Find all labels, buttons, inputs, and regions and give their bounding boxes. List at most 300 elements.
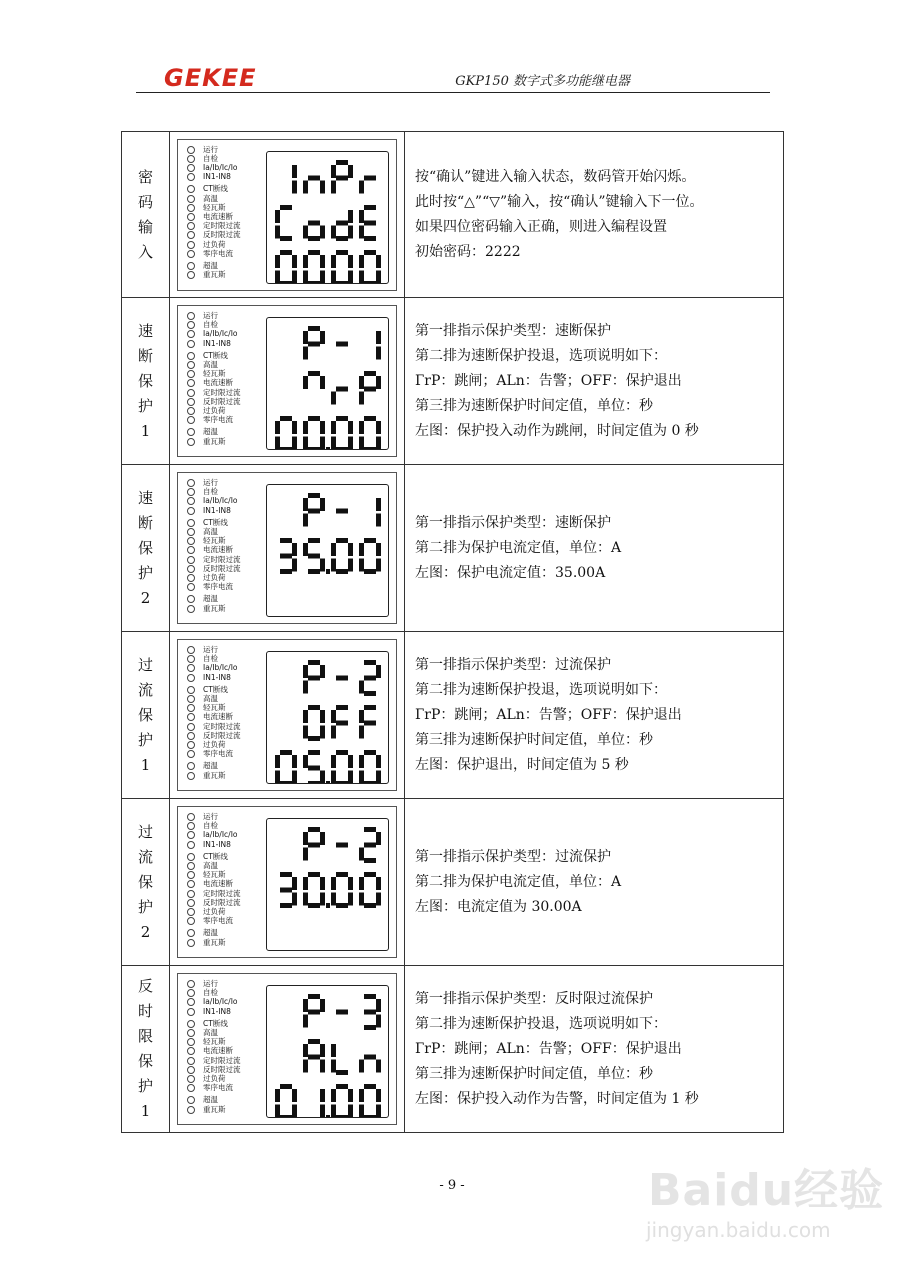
indicator-label: CT断线 (203, 517, 228, 527)
led-circle-icon (187, 655, 195, 663)
lcd-segment (364, 858, 376, 863)
lcd-segment (308, 766, 320, 771)
panel-cell (170, 298, 405, 465)
indicator-list (186, 812, 276, 947)
lcd-segment (303, 877, 308, 890)
led-circle-icon (187, 917, 195, 925)
indicator-label: 电流速断 (203, 378, 233, 388)
indicator-led (186, 594, 276, 603)
description-line: 第三排为速断保护时间定值，单位：秒 (415, 1065, 653, 1082)
led-circle-icon (187, 674, 195, 682)
lcd-segment (359, 771, 364, 784)
lcd-segment (376, 832, 381, 845)
lcd-segment (336, 705, 348, 710)
indicator-label: 电流速断 (203, 545, 233, 555)
description-line: 按“确认”键进入输入状态，数码管开始闪烁。 (415, 168, 696, 185)
lcd-segment (364, 387, 376, 392)
lcd-segment (308, 705, 320, 710)
lcd-segment (364, 1025, 376, 1030)
lcd-segment (280, 447, 292, 449)
lcd-segment (348, 421, 353, 434)
indicator-led (186, 712, 276, 721)
led-circle-icon (187, 1020, 195, 1028)
indicator-label: 反时限过流 (203, 563, 241, 573)
led-circle-icon (187, 998, 195, 1006)
lcd-segment (331, 1105, 336, 1118)
led-circle-icon (187, 379, 195, 387)
lcd-display (266, 317, 389, 450)
led-circle-icon (187, 155, 195, 163)
indicator-led (186, 997, 276, 1006)
lcd-segment (320, 180, 325, 193)
indicator-label: IN1-IN8 (203, 839, 231, 849)
indicator-led (186, 212, 276, 221)
lcd-segment (308, 676, 320, 681)
indicator-label: 重瓦斯 (203, 770, 226, 780)
indicator-led (186, 388, 276, 397)
led-circle-icon (187, 899, 195, 907)
indicator-led (186, 654, 276, 663)
led-circle-icon (187, 695, 195, 703)
led-circle-icon (187, 1066, 195, 1074)
lcd-display (266, 985, 389, 1118)
indicator-led (186, 194, 276, 203)
lcd-segment (303, 225, 308, 238)
lcd-segment (359, 1060, 364, 1073)
led-circle-icon (187, 361, 195, 369)
lcd-segment (348, 893, 353, 906)
lcd-segment (331, 270, 336, 283)
indicator-label: 电流速断 (203, 879, 233, 889)
indicator-label: CT断线 (203, 851, 228, 861)
lcd-segment (376, 543, 381, 556)
indicator-label: 超温 (203, 594, 218, 604)
led-circle-icon (187, 222, 195, 230)
indicator-label: 运行 (203, 979, 218, 988)
lcd-segment (359, 437, 364, 450)
lcd-segment (292, 437, 297, 450)
lcd-segment (331, 392, 336, 405)
row-label-text: 反时限保护1 (137, 977, 153, 1120)
indicator-led (186, 663, 276, 672)
lcd-segment (359, 1105, 364, 1118)
lcd-segment (336, 538, 348, 543)
led-circle-icon (187, 173, 195, 181)
indicator-label: 轻瓦斯 (203, 202, 226, 212)
description-line: 第二排为保护电流定值，单位：A (415, 539, 622, 556)
lcd-segment (308, 1055, 320, 1060)
lcd-segment (336, 872, 348, 877)
indicator-label: 定时限过流 (203, 721, 241, 731)
lcd-segment (280, 781, 292, 783)
indicator-led (186, 840, 276, 849)
lcd-segment (280, 416, 292, 421)
indicator-label: 零序电流 (203, 916, 233, 926)
led-circle-icon (187, 416, 195, 424)
led-circle-icon (187, 841, 195, 849)
lcd-digits (267, 485, 388, 616)
lcd-segment (308, 281, 320, 283)
indicator-label: Ia/Ib/Ic/Io (203, 997, 238, 1007)
indicator-led (186, 673, 276, 682)
lcd-segment (359, 681, 364, 694)
lcd-segment (336, 1084, 348, 1089)
lcd-segment (376, 755, 381, 768)
indicator-label: 高温 (203, 1028, 218, 1038)
indicator-led (186, 329, 276, 338)
lcd-segment (348, 755, 353, 768)
description-line: 左图：保护投入动作为跳闸，时间定值为 0 秒 (415, 422, 699, 439)
lcd-segment (303, 437, 308, 450)
lcd-segment (376, 376, 381, 389)
lcd-digits (267, 819, 388, 950)
indicator-led (186, 261, 276, 270)
lcd-segment (292, 165, 297, 178)
description-line: 第二排为速断保护投退，选项说明如下： (415, 681, 667, 698)
indicator-led (186, 830, 276, 839)
indicator-label: Ia/Ib/Ic/Io (203, 496, 238, 506)
lcd-segment (292, 180, 297, 193)
led-circle-icon (187, 519, 195, 527)
indicator-label: Ia/Ib/Ic/Io (203, 663, 238, 673)
lcd-segment (331, 180, 336, 193)
lcd-segment (364, 416, 376, 421)
led-circle-icon (187, 389, 195, 397)
row-label (122, 966, 170, 1133)
lcd-segment (303, 498, 308, 511)
led-circle-icon (187, 741, 195, 749)
lcd-segment (376, 347, 381, 360)
lcd-segment (292, 1089, 297, 1102)
led-circle-icon (187, 204, 195, 212)
indicator-led (186, 406, 276, 415)
lcd-segment (320, 877, 325, 890)
led-circle-icon (187, 497, 195, 505)
led-circle-icon (187, 164, 195, 172)
lcd-segment (275, 437, 280, 450)
lcd-segment (275, 225, 280, 238)
led-circle-icon (187, 312, 195, 320)
indicator-led (186, 230, 276, 239)
table-row (122, 966, 784, 1133)
lcd-segment (292, 270, 297, 283)
lcd-segment (364, 1055, 376, 1060)
indicator-led (186, 740, 276, 749)
lcd-segment (359, 710, 364, 723)
lcd-segment (348, 165, 353, 178)
page-number: - 9 - (439, 1178, 465, 1193)
lcd-segment (308, 220, 320, 225)
lcd-segment (320, 225, 325, 238)
lcd-segment (364, 447, 376, 449)
indicator-label: IN1-IN8 (203, 338, 231, 348)
lcd-segment (376, 421, 381, 434)
lcd-segment (359, 225, 364, 238)
lcd-segment (348, 771, 353, 784)
indicator-label: 自检 (203, 153, 218, 163)
led-circle-icon (187, 546, 195, 554)
led-circle-icon (187, 398, 195, 406)
lcd-segment (308, 554, 320, 559)
lcd-segment (348, 1089, 353, 1102)
lcd-segment (364, 705, 376, 710)
relay-front-panel (177, 139, 397, 291)
indicator-label: IN1-IN8 (203, 505, 231, 515)
indicator-label: 重瓦斯 (203, 436, 226, 446)
lcd-segment (348, 437, 353, 450)
indicator-led (186, 437, 276, 446)
indicator-led (186, 645, 276, 654)
indicator-led (186, 771, 276, 780)
lcd-segment (308, 509, 320, 514)
indicator-led (186, 487, 276, 496)
lcd-segment (275, 1089, 280, 1102)
row-label-text: 过流保护2 (137, 822, 153, 941)
lcd-segment (280, 750, 292, 755)
indicator-label: CT断线 (203, 184, 228, 194)
led-circle-icon (187, 1084, 195, 1092)
lcd-segment (376, 877, 381, 890)
lcd-segment (359, 543, 364, 556)
lcd-segment (303, 347, 308, 360)
indicator-led (186, 889, 276, 898)
description-line: 第一排指示保护类型：反时限过流保护 (415, 990, 653, 1007)
lcd-segment (292, 559, 297, 572)
description-cell (405, 298, 784, 465)
row-label (122, 298, 170, 465)
description-cell (405, 966, 784, 1133)
description-line: 此时按“△”“▽”输入，按“确认”键输入下一位。 (415, 193, 704, 210)
lcd-segment (303, 255, 308, 268)
indicator-led (186, 761, 276, 770)
indicator-led (186, 145, 276, 154)
lcd-segment (364, 676, 376, 681)
led-circle-icon (187, 880, 195, 888)
lcd-segment (364, 538, 376, 543)
lcd-segment (336, 569, 348, 574)
indicator-list (186, 145, 276, 280)
lcd-segment (308, 416, 320, 421)
indicator-led (186, 979, 276, 988)
indicator-label: 轻瓦斯 (203, 870, 226, 880)
indicator-label: 零序电流 (203, 1083, 233, 1093)
lcd-decimal-point (326, 903, 330, 908)
lcd-segment (364, 872, 376, 877)
description-line: 如果四位密码输入正确，则进入编程设置 (415, 218, 667, 235)
lcd-segment (359, 1089, 364, 1102)
lcd-segment (348, 1105, 353, 1118)
settings-table (121, 131, 784, 1133)
lcd-segment (359, 893, 364, 906)
table-row (122, 465, 784, 632)
led-circle-icon (187, 407, 195, 415)
lcd-segment (303, 543, 308, 556)
lcd-segment (303, 665, 308, 678)
lcd-segment (336, 175, 348, 180)
lcd-decimal-point (326, 569, 330, 574)
lcd-segment (280, 236, 292, 241)
indicator-label: 定时限过流 (203, 387, 241, 397)
description-line: 第一排指示保护类型：过流保护 (415, 656, 611, 673)
indicator-led (186, 898, 276, 907)
indicator-label: 高温 (203, 360, 218, 370)
watermark-url: jingyan.baidu.com (646, 1218, 831, 1242)
lcd-segment (308, 342, 320, 347)
indicator-label: 超温 (203, 928, 218, 938)
led-circle-icon (187, 438, 195, 446)
description-cell (405, 632, 784, 799)
lcd-segment (331, 877, 336, 890)
description-line: ГrP：跳闸；ALn：告警；OFF：保护退出 (415, 706, 682, 723)
indicator-label: 过负荷 (203, 573, 226, 583)
relay-front-panel (177, 639, 397, 791)
indicator-label: CT断线 (203, 1018, 228, 1028)
lcd-segment (359, 376, 364, 389)
indicator-led (186, 685, 276, 694)
led-circle-icon (187, 213, 195, 221)
lcd-display (266, 651, 389, 784)
lcd-segment (331, 421, 336, 434)
indicator-list (186, 478, 276, 613)
lcd-segment (336, 447, 348, 449)
led-circle-icon (187, 250, 195, 258)
indicator-label: CT断线 (203, 684, 228, 694)
lcd-segment (308, 569, 320, 574)
lcd-segment (308, 1010, 320, 1015)
led-circle-icon (187, 1047, 195, 1055)
led-circle-icon (187, 989, 195, 997)
relay-front-panel (177, 973, 397, 1125)
indicator-led (186, 879, 276, 888)
lcd-segment (336, 342, 348, 347)
lcd-segment (292, 543, 297, 556)
indicator-led (186, 1065, 276, 1074)
indicator-label: 自检 (203, 821, 218, 831)
led-circle-icon (187, 507, 195, 515)
lcd-segment (376, 1089, 381, 1102)
indicator-label: 过负荷 (203, 406, 226, 416)
lcd-segment (364, 236, 376, 241)
lcd-segment (303, 331, 308, 344)
led-circle-icon (187, 195, 195, 203)
led-circle-icon (187, 574, 195, 582)
lcd-segment (303, 832, 308, 845)
lcd-segment (364, 1010, 376, 1015)
row-label (122, 799, 170, 966)
indicator-label: 过负荷 (203, 239, 226, 249)
indicator-label: 零序电流 (203, 582, 233, 592)
table-row (122, 799, 784, 966)
indicator-label: 重瓦斯 (203, 937, 226, 947)
row-label-text: 速断保护1 (137, 321, 153, 440)
lcd-segment (303, 999, 308, 1012)
lcd-segment (303, 755, 308, 768)
led-circle-icon (187, 853, 195, 861)
led-circle-icon (187, 862, 195, 870)
panel-cell (170, 799, 405, 966)
lcd-segment (331, 1089, 336, 1102)
panel-cell (170, 966, 405, 1133)
indicator-led (186, 573, 276, 582)
indicator-label: 反时限过流 (203, 230, 241, 240)
lcd-segment (320, 771, 325, 784)
lcd-segment (376, 893, 381, 906)
indicator-led (186, 1056, 276, 1065)
indicator-led (186, 1083, 276, 1092)
indicator-led (186, 172, 276, 181)
led-circle-icon (187, 890, 195, 898)
lcd-segment (364, 569, 376, 574)
indicator-led (186, 311, 276, 320)
panel-cell (170, 632, 405, 799)
lcd-segment (280, 1115, 292, 1117)
indicator-label: Ia/Ib/Ic/Io (203, 329, 238, 339)
lcd-segment (280, 205, 292, 210)
lcd-segment (320, 999, 325, 1012)
lcd-segment (303, 180, 308, 193)
indicator-led (186, 320, 276, 329)
indicator-led (186, 154, 276, 163)
lcd-segment (303, 1060, 308, 1073)
indicator-led (186, 1007, 276, 1016)
indicator-led (186, 916, 276, 925)
lcd-segment (331, 1060, 336, 1073)
indicator-led (186, 203, 276, 212)
indicator-led (186, 270, 276, 279)
indicator-label: 过负荷 (203, 1074, 226, 1084)
lcd-segment (359, 421, 364, 434)
lcd-segment (331, 771, 336, 784)
lcd-segment (303, 376, 308, 389)
lcd-segment (308, 843, 320, 848)
lcd-segment (308, 236, 320, 241)
lcd-segment (308, 447, 320, 449)
lcd-segment (303, 710, 308, 723)
row-label (122, 632, 170, 799)
indicator-led (186, 988, 276, 997)
lcd-segment (336, 387, 348, 392)
panel-cell (170, 465, 405, 632)
lcd-segment (275, 255, 280, 268)
lcd-display (266, 818, 389, 951)
lcd-segment (303, 1015, 308, 1028)
led-circle-icon (187, 813, 195, 821)
lcd-segment (331, 225, 336, 238)
led-circle-icon (187, 704, 195, 712)
indicator-led (186, 694, 276, 703)
description-line: 初始密码：2222 (415, 243, 521, 260)
lcd-segment (364, 691, 376, 696)
lcd-segment (320, 893, 325, 906)
indicator-label: 反时限过流 (203, 396, 241, 406)
indicator-label: 过负荷 (203, 907, 226, 917)
led-circle-icon (187, 565, 195, 573)
lcd-segment (320, 1105, 325, 1118)
lcd-segment (376, 999, 381, 1012)
lcd-segment (376, 270, 381, 283)
indicator-label: 零序电流 (203, 749, 233, 759)
lcd-segment (308, 827, 320, 832)
indicator-label: 高温 (203, 193, 218, 203)
indicator-label: 零序电流 (203, 248, 233, 258)
lcd-display (266, 484, 389, 617)
lcd-segment (331, 1044, 336, 1057)
lcd-segment (303, 681, 308, 694)
indicator-led (186, 1095, 276, 1104)
lcd-segment (331, 755, 336, 768)
lcd-segment (364, 994, 376, 999)
indicator-label: 运行 (203, 478, 218, 487)
